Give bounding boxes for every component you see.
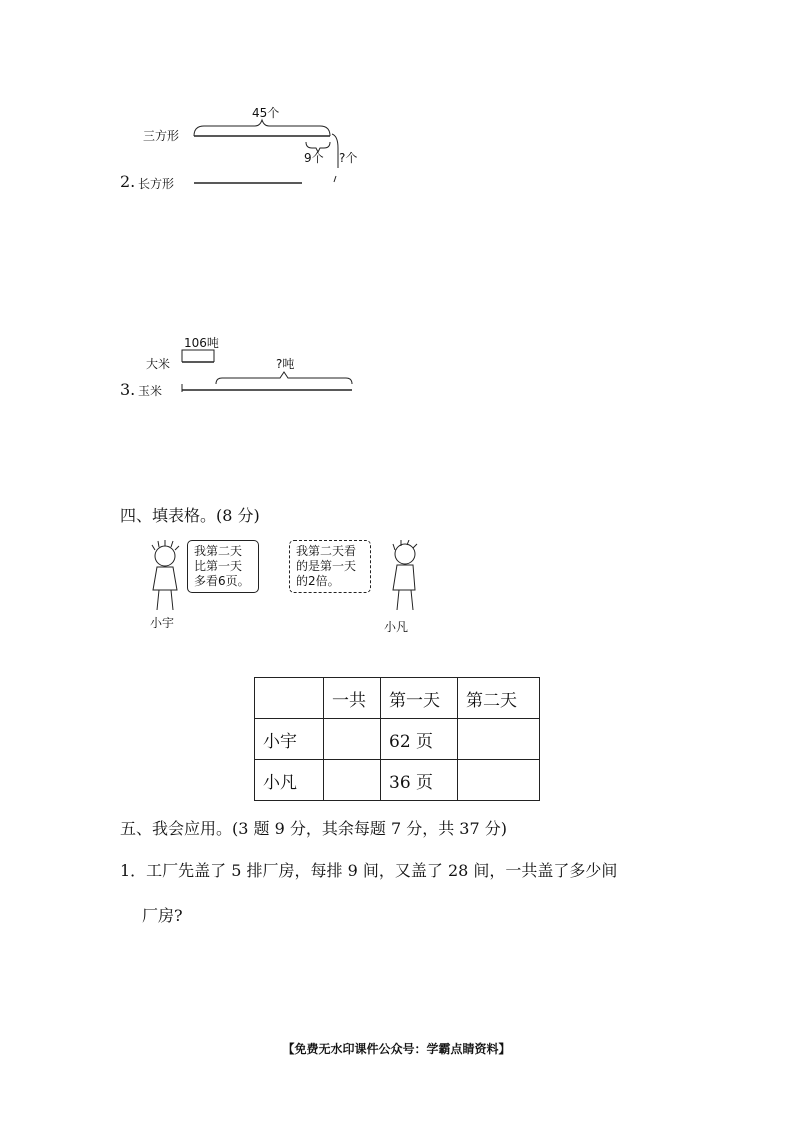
diagram2-row1-label: 三方形 [143,129,180,143]
bubble-xiaoyu: 我第二天 比第一天 多看6页。 [187,540,259,593]
question-1-line2: 厂房? [142,906,183,925]
table-cell: 小宇 [255,719,324,760]
table-header-cell: 一共 [324,678,381,719]
table-cell [324,760,381,801]
diagram2-total-label: 45个 [252,106,280,120]
boy-xiaoyu-figure [145,540,185,615]
name-xiaofan: 小凡 [384,620,409,634]
table-row [255,760,540,801]
diagram-3 [0,0,793,420]
question-1-line1: 1．工厂先盖了 5 排厂房，每排 9 间，又盖了 28 间，一共盖了多少间 [120,861,618,880]
diagram2-q-label: ?个 [339,151,358,165]
diagram3-top-label: 106吨 [184,336,219,350]
table-header-cell: 第二天 [458,678,540,719]
table-header-cell: 第一天 [381,678,458,719]
table-cell [458,760,540,801]
table-cell: 36 页 [381,760,458,801]
footer-watermark: 【免费无水印课件公众号：学霸点睛资料】 [282,1042,511,1056]
table-cell: 62 页 [381,719,458,760]
bubble-xiaofan: 我第二天看 的是第一天 的2倍。 [289,540,371,593]
diagram3-mid-label: ?吨 [276,357,295,371]
table-cell [458,719,540,760]
section5-title: 五、我会应用。(3 题 9 分，其余每题 7 分，共 37 分) [120,819,507,838]
diagram2-row2-label: 长方形 [138,177,175,191]
table-cell [324,719,381,760]
table-row [255,719,540,760]
diagram2-diff-label: 9个 [304,151,324,165]
diagram3-lines [0,0,793,420]
boy-xiaofan-figure [383,540,423,615]
diagram3-row1-label: 大米 [146,357,171,371]
section4-title: 四、填表格。(8 分) [120,506,260,525]
table-header-cell [255,678,324,719]
name-xiaoyu: 小宇 [150,616,175,630]
reading-table [254,677,540,801]
table-header-row [255,678,540,719]
diagram3-number: 3. [120,380,136,399]
diagram2-number: 2. [120,172,136,191]
diagram3-row2-label: 玉米 [138,384,163,398]
table-cell: 小凡 [255,760,324,801]
